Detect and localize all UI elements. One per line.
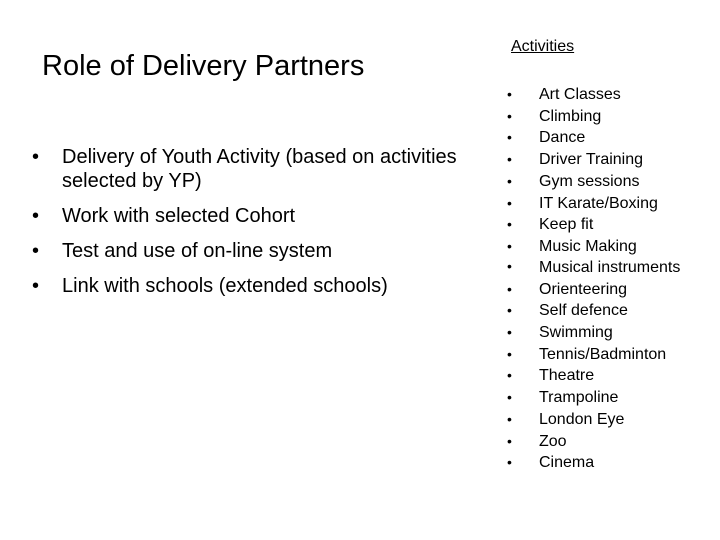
bullet-icon: • (507, 280, 512, 297)
activity-text: Swimming (539, 324, 613, 342)
activity-text: Music Making (539, 237, 637, 255)
activity-text: Self defence (539, 302, 628, 320)
bullet-icon: • (507, 172, 512, 189)
activity-text: Keep fit (539, 216, 594, 234)
main-bullet-text: Work with selected Cohort (62, 205, 296, 227)
activity-item (507, 387, 707, 409)
activity-item (507, 279, 707, 301)
activity-item (507, 365, 707, 387)
main-bullet-list (32, 145, 482, 309)
activity-item (507, 193, 707, 215)
activity-text: Cinema (539, 454, 595, 472)
bullet-icon: • (507, 107, 512, 124)
activities-heading: Activities (511, 38, 575, 55)
bullet-icon: • (507, 194, 512, 211)
activity-text: Gym sessions (539, 172, 640, 190)
activity-item (507, 236, 707, 258)
main-bullet-item (32, 274, 482, 298)
activity-item (507, 344, 707, 366)
activity-item (507, 258, 707, 279)
activity-text: Theatre (539, 367, 595, 385)
activity-item (507, 452, 707, 474)
activity-text: Climbing (539, 107, 602, 125)
main-bullet-text: Test and use of on-line system (62, 240, 333, 262)
bullet-icon: • (507, 257, 512, 274)
activity-text: London Eye (539, 410, 625, 428)
activity-item (507, 431, 707, 453)
bullet-icon: • (507, 237, 512, 254)
activity-item (507, 171, 707, 193)
bullet-icon: • (507, 129, 512, 146)
activity-text: Musical instruments (539, 258, 681, 276)
activity-text: Tennis/Badminton (539, 345, 667, 363)
bullet-icon: • (507, 86, 512, 102)
activities-list (507, 84, 707, 474)
activity-text: Trampoline (539, 389, 619, 407)
activity-item (507, 214, 707, 236)
bullet-icon: • (507, 302, 512, 319)
main-bullet-item (32, 145, 482, 193)
activity-text: Orienteering (539, 280, 628, 298)
bullet-icon: • (507, 389, 512, 406)
bullet-icon: • (507, 345, 512, 362)
activity-item (507, 409, 707, 431)
bullet-icon: • (507, 216, 512, 233)
main-bullet-item (32, 204, 482, 228)
activity-item (507, 300, 707, 322)
activity-text: Dance (539, 129, 586, 147)
activity-item (507, 149, 707, 171)
bullet-icon: • (32, 275, 40, 297)
activity-item (507, 106, 707, 128)
bullet-icon: • (32, 146, 40, 168)
activity-item (507, 84, 707, 106)
activity-text: IT Karate/Boxing (539, 194, 658, 212)
bullet-icon: • (507, 432, 512, 449)
slide-title: Role of Delivery Partners (42, 50, 365, 82)
activity-text: Driver Training (539, 151, 644, 169)
bullet-icon: • (32, 240, 40, 262)
bullet-icon: • (507, 151, 512, 168)
bullet-icon: • (507, 324, 512, 341)
bullet-icon: • (32, 205, 40, 227)
bullet-icon: • (507, 367, 512, 384)
activity-text: Zoo (539, 432, 567, 450)
activity-text: Art Classes (539, 86, 621, 103)
main-bullet-text: Delivery of Youth Activity (based on activities selected by YP) (62, 146, 457, 192)
main-bullet-text: Link with schools (extended schools) (62, 275, 388, 297)
bullet-icon: • (507, 454, 512, 471)
activity-item (507, 127, 707, 149)
main-bullet-item (32, 239, 482, 263)
bullet-icon: • (507, 410, 512, 427)
activity-item (507, 322, 707, 344)
